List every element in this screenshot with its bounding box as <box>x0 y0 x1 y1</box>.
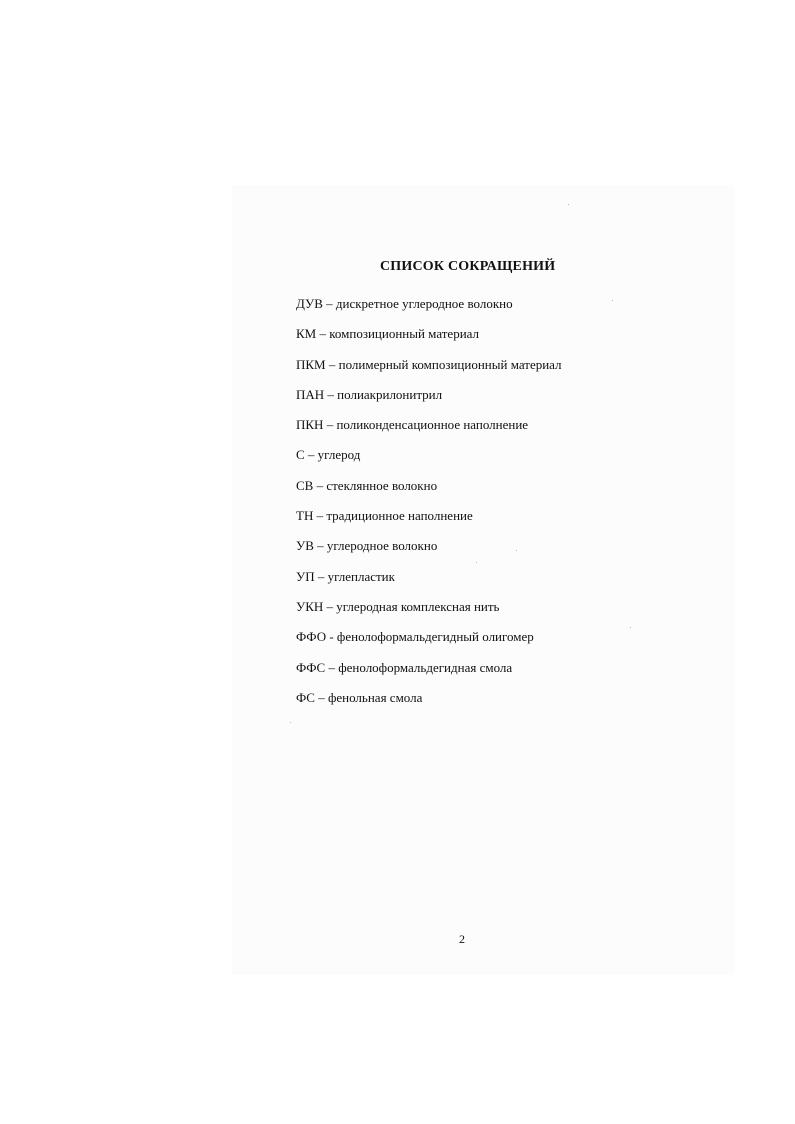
page-number: 2 <box>459 932 465 946</box>
list-item: ПКМ – полимерный композиционный материал <box>296 356 562 372</box>
list-item: КМ – композиционный материал <box>296 326 480 342</box>
list-item: ФФО - фенолоформальдегидный олигомер <box>296 629 534 645</box>
scan-speck <box>612 300 613 301</box>
list-item: С – углерод <box>296 447 361 463</box>
list-item: УКН – углеродная комплексная нить <box>296 598 500 614</box>
list-item: ДУВ – дискретное углеродное волокно <box>296 296 513 311</box>
list-item: ПКН – поликонденсационное наполнение <box>296 417 529 433</box>
scan-speck <box>290 722 291 723</box>
list-item: СВ – стеклянное волокно <box>296 477 438 493</box>
list-item: ТН – традиционное наполнение <box>296 508 473 524</box>
scan-speck <box>630 627 631 628</box>
list-item: ФС – фенольная смола <box>296 689 423 705</box>
abbreviation-list <box>296 296 562 720</box>
list-item: УП – углепластик <box>296 568 395 584</box>
page-title: СПИСОК СОКРАЩЕНИЙ <box>380 259 556 275</box>
list-item: УВ – углеродное волокно <box>296 538 438 554</box>
list-item: ФФС – фенолоформальдегидная смола <box>296 659 513 675</box>
scan-speck <box>568 204 569 205</box>
list-item: ПАН – полиакрилонитрил <box>296 386 443 402</box>
